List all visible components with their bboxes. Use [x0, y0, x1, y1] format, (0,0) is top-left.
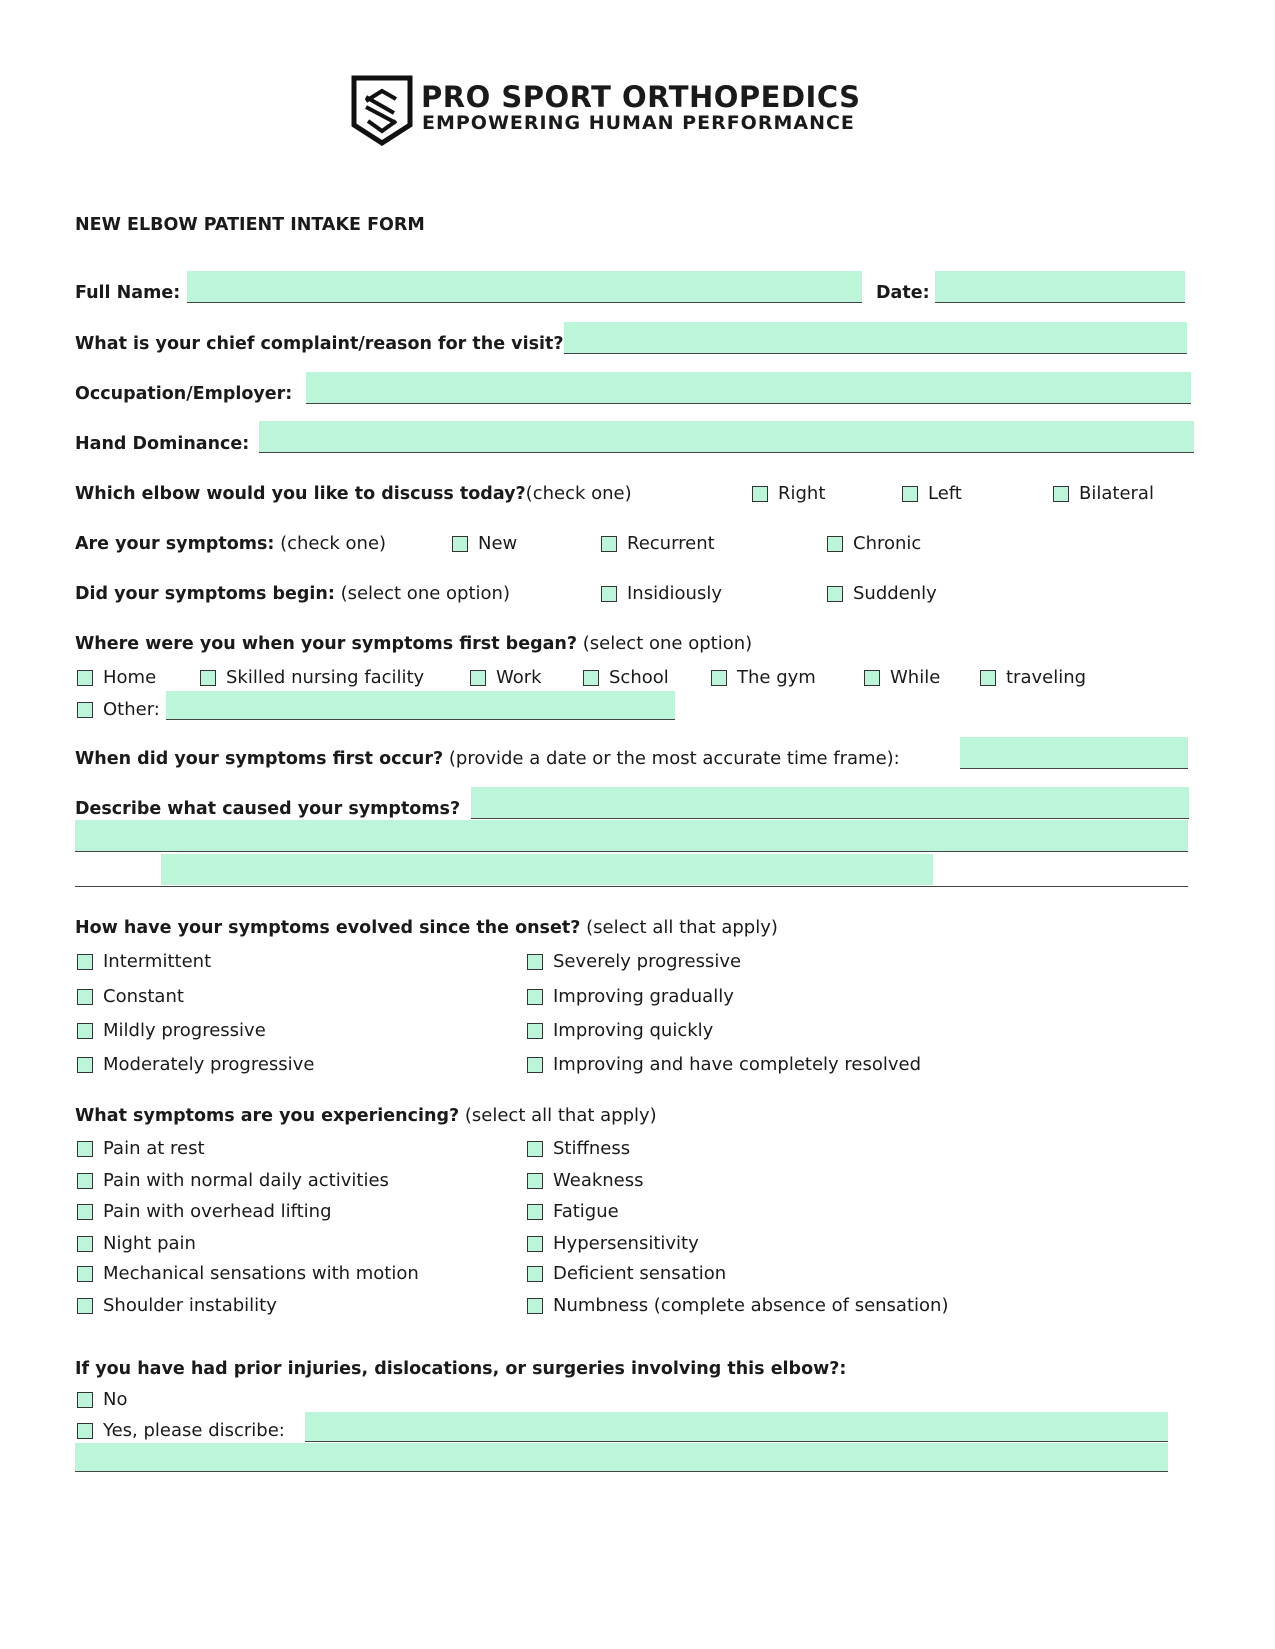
option-school[interactable]: School [583, 666, 669, 690]
form-title: NEW ELBOW PATIENT INTAKE FORM [75, 215, 425, 235]
option-home[interactable]: Home [77, 666, 156, 690]
evolved-option[interactable]: Improving gradually [527, 985, 734, 1009]
prior-describe-field-1[interactable] [305, 1412, 1168, 1442]
full-name-field[interactable] [187, 271, 862, 303]
symptom-option[interactable]: Deficient sensation [527, 1262, 726, 1286]
checkbox[interactable] [77, 1266, 93, 1282]
prior-question: If you have had prior injuries, dislocations, or surgeries involving this elbow?: [75, 1359, 847, 1379]
checkbox[interactable] [980, 670, 996, 686]
symptom-option[interactable]: Mechanical sensations with motion [77, 1262, 419, 1286]
full-name-label: Full Name: [75, 283, 181, 303]
option-while[interactable]: While [864, 666, 940, 690]
occupation-label: Occupation/Employer: [75, 384, 293, 404]
hand-dominance-label: Hand Dominance: [75, 434, 250, 454]
checkbox[interactable] [902, 486, 918, 502]
evolved-option[interactable]: Intermittent [77, 950, 211, 974]
evolved-option[interactable]: Mildly progressive [77, 1019, 266, 1043]
describe-field-line-3[interactable] [161, 854, 933, 885]
shield-logo-icon [350, 75, 414, 147]
option-insidiously[interactable]: Insidiously [601, 582, 722, 606]
checkbox[interactable] [601, 536, 617, 552]
option-right[interactable]: Right [752, 482, 825, 506]
describe-underline [75, 885, 1188, 887]
date-label: Date: [876, 283, 930, 303]
symptom-option[interactable]: Numbness (complete absence of sensation) [527, 1294, 948, 1318]
checkbox[interactable] [77, 1023, 93, 1039]
when-field[interactable] [960, 737, 1188, 769]
chief-complaint-field[interactable] [564, 322, 1187, 354]
checkbox[interactable] [77, 1423, 93, 1439]
checkbox[interactable] [711, 670, 727, 686]
checkbox[interactable] [77, 702, 93, 718]
checkbox[interactable] [1053, 486, 1069, 502]
symptom-option[interactable]: Night pain [77, 1232, 196, 1256]
symptom-option[interactable]: Shoulder instability [77, 1294, 277, 1318]
evolved-question: How have your symptoms evolved since the onset? (select all that apply) [75, 917, 778, 938]
option-bilateral[interactable]: Bilateral [1053, 482, 1154, 506]
checkbox[interactable] [527, 1204, 543, 1220]
describe-label: Describe what caused your symptoms? [75, 799, 461, 819]
hand-dominance-field[interactable] [259, 421, 1194, 453]
when-question: When did your symptoms first occur? (provide a date or the most accurate time frame): [75, 748, 900, 769]
checkbox[interactable] [583, 670, 599, 686]
symptoms-type-question: Are your symptoms: (check one) [75, 533, 387, 554]
symptom-option[interactable]: Pain with normal daily activities [77, 1169, 389, 1193]
checkbox[interactable] [77, 1392, 93, 1408]
symptom-option[interactable]: Pain with overhead lifting [77, 1200, 332, 1224]
checkbox[interactable] [527, 1173, 543, 1189]
checkbox[interactable] [77, 954, 93, 970]
logo-name: PRO SPORT ORTHOPEDICS [421, 80, 861, 114]
option-chronic[interactable]: Chronic [827, 532, 921, 556]
where-question: Where were you when your symptoms first began? (select one option) [75, 633, 753, 654]
option-skilled-nursing[interactable]: Skilled nursing facility [200, 666, 424, 690]
symptom-option[interactable]: Stiffness [527, 1137, 630, 1161]
symptoms-begin-question: Did your symptoms begin: (select one option) [75, 583, 510, 604]
checkbox[interactable] [527, 1236, 543, 1252]
checkbox[interactable] [827, 586, 843, 602]
checkbox[interactable] [77, 670, 93, 686]
checkbox[interactable] [200, 670, 216, 686]
option-recurrent[interactable]: Recurrent [601, 532, 715, 556]
describe-field-line-1[interactable] [471, 787, 1189, 819]
checkbox[interactable] [601, 586, 617, 602]
option-new[interactable]: New [452, 532, 517, 556]
checkbox[interactable] [527, 1057, 543, 1073]
chief-complaint-label: What is your chief complaint/reason for the visit? [75, 334, 564, 354]
date-field[interactable] [935, 271, 1185, 303]
evolved-option[interactable]: Constant [77, 985, 184, 1009]
checkbox[interactable] [527, 1141, 543, 1157]
symptom-option[interactable]: Fatigue [527, 1200, 619, 1224]
prior-describe-field-2[interactable] [75, 1443, 1168, 1472]
checkbox[interactable] [452, 536, 468, 552]
checkbox[interactable] [827, 536, 843, 552]
option-other[interactable]: Other: [77, 698, 160, 722]
symptom-option[interactable]: Weakness [527, 1169, 644, 1193]
checkbox[interactable] [752, 486, 768, 502]
describe-field-line-2[interactable] [75, 820, 1188, 852]
checkbox[interactable] [77, 1298, 93, 1314]
checkbox[interactable] [77, 1173, 93, 1189]
checkbox[interactable] [77, 1204, 93, 1220]
option-gym[interactable]: The gym [711, 666, 816, 690]
evolved-option[interactable]: Moderately progressive [77, 1053, 314, 1077]
checkbox[interactable] [527, 1023, 543, 1039]
checkbox[interactable] [77, 989, 93, 1005]
symptom-option[interactable]: Hypersensitivity [527, 1232, 699, 1256]
checkbox[interactable] [527, 1266, 543, 1282]
option-suddenly[interactable]: Suddenly [827, 582, 937, 606]
checkbox[interactable] [470, 670, 486, 686]
checkbox[interactable] [527, 1298, 543, 1314]
which-elbow-question: Which elbow would you like to discuss today?(check one) [75, 483, 632, 504]
option-no[interactable]: No [77, 1388, 127, 1412]
occupation-field[interactable] [306, 372, 1191, 404]
option-left[interactable]: Left [902, 482, 962, 506]
checkbox[interactable] [864, 670, 880, 686]
other-field[interactable] [166, 691, 675, 720]
checkbox[interactable] [77, 1057, 93, 1073]
symptom-option[interactable]: Pain at rest [77, 1137, 205, 1161]
checkbox[interactable] [77, 1141, 93, 1157]
checkbox[interactable] [77, 1236, 93, 1252]
experiencing-question: What symptoms are you experiencing? (select all that apply) [75, 1105, 657, 1126]
logo-tagline: EMPOWERING HUMAN PERFORMANCE [422, 112, 855, 134]
option-yes[interactable]: Yes, please discribe: [77, 1419, 285, 1443]
evolved-option[interactable]: Improving and have completely resolved [527, 1053, 921, 1077]
option-work[interactable]: Work [470, 666, 542, 690]
evolved-option[interactable]: Improving quickly [527, 1019, 713, 1043]
evolved-option[interactable]: Severely progressive [527, 950, 741, 974]
checkbox[interactable] [527, 954, 543, 970]
option-traveling[interactable]: traveling [980, 666, 1086, 690]
checkbox[interactable] [527, 989, 543, 1005]
